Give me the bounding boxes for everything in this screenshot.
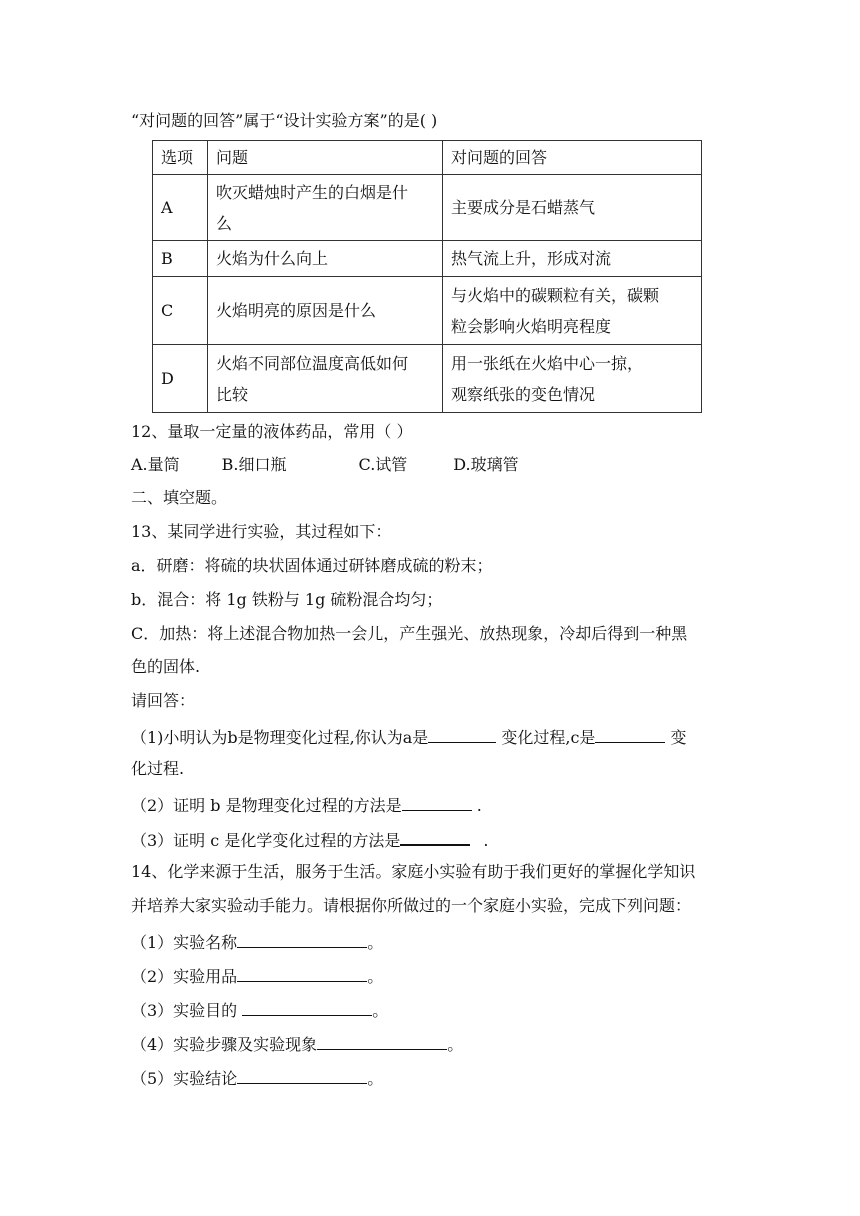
part-1-text: 变 xyxy=(665,728,687,747)
answer-line: 热气流上升，形成对流 xyxy=(451,249,612,268)
table-row xyxy=(153,277,702,345)
answer-blank[interactable] xyxy=(428,724,496,743)
answer-line: 粒会影响火焰明亮程度 xyxy=(451,316,612,336)
table-row xyxy=(153,241,702,277)
step-b: b．混合：将 1g 铁粉与 1g 硫粉混合均匀； xyxy=(131,590,443,609)
option-a: A.量筒 xyxy=(131,455,180,474)
part-1-text: （1)小明认为b是物理变化过程,你认为a是 xyxy=(131,728,429,747)
step-a: a．研磨：将硫的块状固体通过研钵磨成硫的粉末； xyxy=(131,556,493,575)
part-3 xyxy=(131,826,489,852)
item-conclusion xyxy=(131,1065,383,1090)
step-c-line1: C．加热：将上述混合物加热一会儿，产生强光、放热现象，冷却后得到一种黑 xyxy=(131,624,688,643)
question-14-line1: 14、化学来源于生活，服务于生活。家庭小实验有助于我们更好的掌握化学知识 xyxy=(131,862,696,881)
answer-blank[interactable] xyxy=(317,1031,447,1050)
period: 。 xyxy=(367,1069,384,1088)
question-13-stem: 13、某同学进行实验，其过程如下： xyxy=(131,522,392,541)
item-purpose xyxy=(131,997,388,1022)
question-11-tail: “对问题的回答”属于“设计实验方案”的是( ) xyxy=(131,111,438,130)
row-option: C xyxy=(153,277,208,345)
option-d: D.玻璃管 xyxy=(453,455,519,474)
answer-blank[interactable] xyxy=(595,724,665,743)
row-question xyxy=(208,241,443,277)
part-1-line1 xyxy=(131,724,687,749)
table-header-row xyxy=(153,141,702,175)
row-question xyxy=(208,277,443,345)
row-answer xyxy=(443,277,702,345)
section-heading: 二、填空题。 xyxy=(131,488,228,507)
question-line: 火焰不同部位温度高低如何 xyxy=(216,353,409,373)
answer-line: 观察纸张的变色情况 xyxy=(451,384,596,404)
item-steps xyxy=(131,1031,463,1056)
period: 。 xyxy=(447,1035,464,1054)
item-experiment-name xyxy=(131,929,383,954)
table-row xyxy=(153,175,702,241)
part-1-text: 变化过程,c是 xyxy=(496,728,596,747)
header-question: 问题 xyxy=(208,141,443,175)
header-answer: 对问题的回答 xyxy=(443,141,702,175)
row-option: D xyxy=(153,345,208,413)
part-2-text: （2）证明 b 是物理变化过程的方法是 xyxy=(131,796,402,815)
answer-line: 主要成分是石蜡蒸气 xyxy=(451,198,596,217)
answer-blank[interactable] xyxy=(237,963,367,982)
answer-line: 用一张纸在火焰中心一掠， xyxy=(451,353,644,373)
row-answer xyxy=(443,241,702,277)
row-question xyxy=(208,345,443,413)
row-option: A xyxy=(153,175,208,241)
question-line: 火焰为什么向上 xyxy=(216,249,329,268)
question-line: 火焰明亮的原因是什么 xyxy=(216,301,377,320)
row-question xyxy=(208,175,443,241)
question-line: 比较 xyxy=(216,384,249,404)
answer-line: 与火焰中的碳颗粒有关，碳颗 xyxy=(451,285,660,305)
answer-blank[interactable] xyxy=(242,997,372,1016)
period: 。 xyxy=(367,933,384,952)
answer-prompt: 请回答： xyxy=(131,691,196,710)
question-line: 么 xyxy=(216,213,233,233)
answer-blank[interactable] xyxy=(400,826,470,846)
experiment-table xyxy=(152,140,702,413)
item-label: （5）实验结论 xyxy=(131,1069,238,1088)
period: 。 xyxy=(367,967,384,986)
option-b: B.细口瓶 xyxy=(221,455,287,474)
item-label: （4）实验步骤及实验现象 xyxy=(131,1035,318,1054)
part-3-text: （3）证明 c 是化学变化过程的方法是 xyxy=(131,831,401,850)
answer-blank[interactable] xyxy=(237,929,367,948)
header-option: 选项 xyxy=(153,141,208,175)
part-1-line2: 化过程. xyxy=(131,759,185,778)
item-label: （1）实验名称 xyxy=(131,933,238,952)
period: 。 xyxy=(372,1001,389,1020)
period: . xyxy=(478,831,489,850)
item-label: （3）实验目的 xyxy=(131,1001,243,1020)
question-12-options xyxy=(131,454,519,476)
item-materials xyxy=(131,963,383,988)
item-label: （2）实验用品 xyxy=(131,967,238,986)
table-row xyxy=(153,345,702,413)
row-answer xyxy=(443,345,702,413)
row-answer xyxy=(443,175,702,241)
option-c: C.试管 xyxy=(358,455,408,474)
part-2 xyxy=(131,792,482,817)
answer-blank[interactable] xyxy=(402,792,472,811)
answer-blank[interactable] xyxy=(237,1065,367,1084)
row-option: B xyxy=(153,241,208,277)
question-12-stem: 12、量取一定量的液体药品，常用（ ） xyxy=(131,422,413,441)
period: . xyxy=(471,796,482,815)
question-14-line2: 并培养大家实验动手能力。请根据你所做过的一个家庭小实验，完成下列问题： xyxy=(131,896,692,915)
step-c-line2: 色的固体. xyxy=(131,657,201,676)
question-line: 吹灭蜡烛时产生的白烟是什 xyxy=(216,182,409,202)
